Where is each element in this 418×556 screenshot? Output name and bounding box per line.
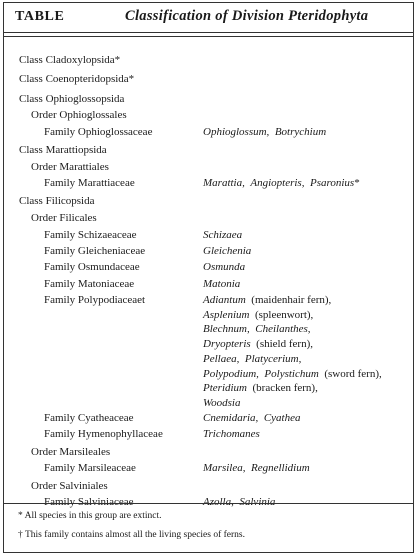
title-rule-bottom [4,36,413,37]
taxon-name: Class Filicopsida [19,195,95,207]
family-row [4,293,413,409]
genera-list: Azolla, Salvinia [203,496,276,508]
taxon-name: Family Cyatheaceae [44,412,134,424]
taxon-name: Family Hymenophyllaceae [44,428,163,440]
taxon-name: Order Ophioglossales [31,109,127,121]
genera-list: Gleichenia [203,245,252,257]
family-row [4,244,413,259]
genera-list: Marattia, Angiopteris, Psaronius* [203,177,360,189]
genera-list: Pteridium (bracken fern), [203,382,318,395]
family-row [4,411,413,426]
class-row [4,194,413,209]
taxon-name: Family Marsileaceae [44,462,136,474]
taxon-name: Family Schizaeaceae [44,229,137,241]
order-row [4,108,413,123]
genera-list: Marsilea, Regnellidium [203,462,310,474]
family-row [4,228,413,243]
genera-list: Polypodium, Polystichum (sword fern), [203,367,382,380]
genera-list: Dryopteris (shield fern), [203,338,313,351]
genera-list: Adiantum (maidenhair fern), [203,294,332,306]
genera-list: Pellaea, Platycerium, [203,352,302,365]
title-rule-top [4,32,413,33]
family-row [4,176,413,191]
class-row [4,92,413,107]
genera-list: Blechnum, Cheilanthes, [203,323,311,336]
genera-list: Trichomanes [203,428,260,440]
footnote-extinct: * All species in this group are extinct. [18,511,162,521]
taxon-name: Order Salviniales [31,480,108,492]
genera-list: Woodsia [203,396,241,409]
taxon-name: Family Osmundaceae [44,261,140,273]
taxon-name: Family Polypodiaceaet [44,294,146,306]
class-row [4,143,413,158]
taxon-name: Family Matoniaceae [44,278,135,290]
order-row [4,211,413,226]
family-row [4,277,413,292]
taxon-name: Family Gleicheniaceae [44,245,146,257]
taxon-name: Order Marsileales [31,446,111,458]
table-title: Classification of Division Pteridophyta [125,8,369,24]
genera-list: Osmunda [203,261,246,273]
class-row [4,72,413,87]
genera-list: Matonia [203,278,241,290]
taxon-name: Class Cladoxylopsida* [19,54,121,66]
footnote-living-ferns: † This family contains almost all the living species of ferns. [18,530,245,540]
table-title-row [4,3,413,33]
taxon-name: Family Ophioglossaceae [44,126,153,138]
order-row [4,445,413,460]
genera-list: Asplenium (spleenwort), [203,308,314,321]
family-row [4,260,413,275]
genera-list: Schizaea [203,229,243,241]
taxon-name: Family Salviniaceae [44,496,134,508]
table-label: TABLE [15,9,65,24]
taxon-name: Family Marattiaceae [44,177,135,189]
taxon-name: Class Marattiopsida [19,144,107,156]
order-row [4,479,413,494]
order-row [4,160,413,175]
taxon-name: Class Ophioglossopsida [19,93,125,105]
taxon-name: Class Coenopteridopsida* [19,73,135,85]
classification-table [3,2,414,553]
footnote-rule [4,503,413,504]
genera-list: Cnemidaria, Cyathea [203,412,301,424]
taxon-name: Order Marattiales [31,161,109,173]
genera-list: Ophioglossum, Botrychium [203,126,327,138]
family-row [4,427,413,442]
family-row [4,461,413,476]
family-row [4,125,413,140]
class-row [4,53,413,68]
taxon-name: Order Filicales [31,212,97,224]
